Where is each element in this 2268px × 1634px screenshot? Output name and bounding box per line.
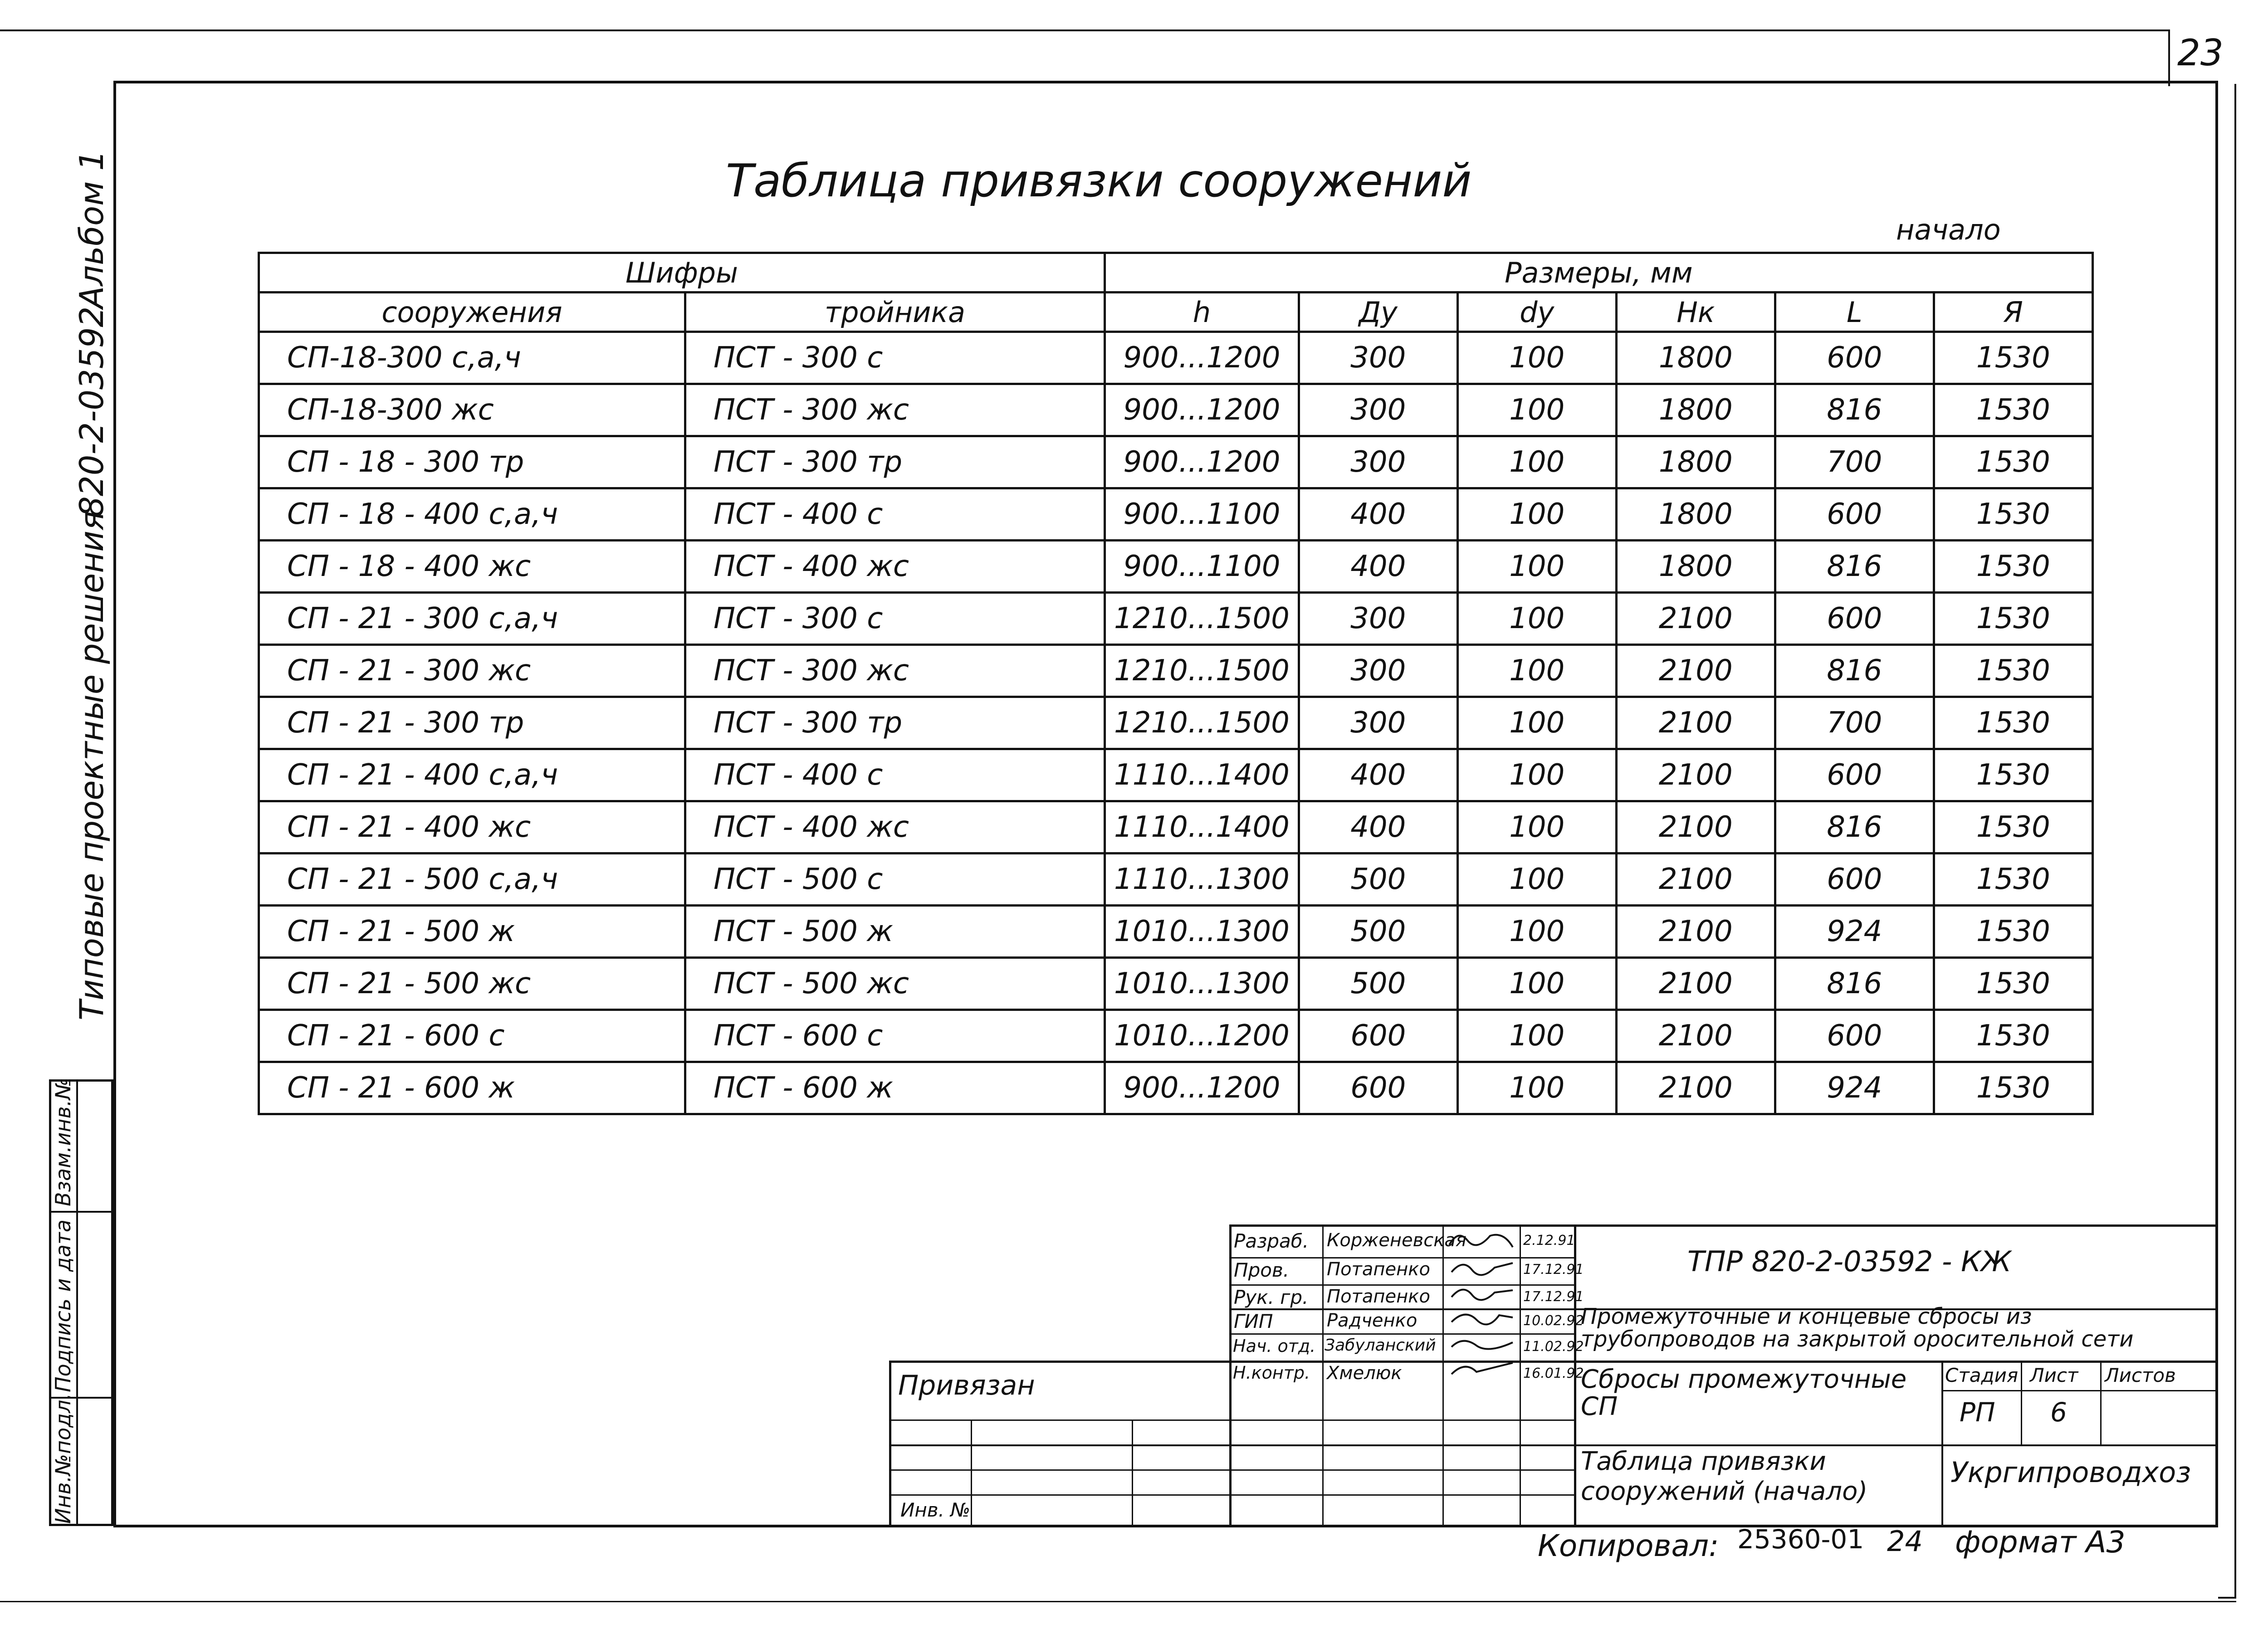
tee-code-cell: ПСТ - 500 ж xyxy=(685,906,1105,958)
size-cell: 1110...1400 xyxy=(1105,749,1299,801)
size-cell: 924 xyxy=(1775,906,1934,958)
size-cell: 1530 xyxy=(1934,854,2092,906)
size-cell: 2100 xyxy=(1616,593,1775,645)
structure-code-cell: СП - 21 - 300 с,а,ч xyxy=(259,593,685,645)
sig-date: 11.02.92 xyxy=(1523,1339,1584,1355)
handwritten-signatures xyxy=(1445,1227,1520,1385)
table-row xyxy=(259,488,2093,541)
binding-table xyxy=(258,252,2094,1115)
tee-code-cell: ПСТ - 600 ж xyxy=(685,1062,1105,1114)
size-cell: 400 xyxy=(1299,488,1457,541)
table-row xyxy=(259,436,2093,488)
sign-date-label: Подпись и дата xyxy=(51,1219,75,1392)
stage-label: Стадия xyxy=(1945,1364,2019,1386)
size-cell: 600 xyxy=(1299,1010,1457,1062)
column-header: сооружения xyxy=(259,293,685,332)
size-cell: 1530 xyxy=(1934,906,2092,958)
size-cell: 1530 xyxy=(1934,749,2092,801)
size-cell: 600 xyxy=(1775,1010,1934,1062)
sig-role: ГИП xyxy=(1234,1310,1273,1332)
structure-code-cell: СП - 21 - 400 с,а,ч xyxy=(259,749,685,801)
size-cell: 1210...1500 xyxy=(1105,593,1299,645)
paper-format: формат А3 xyxy=(1955,1525,2126,1560)
tee-code-cell: ПСТ - 300 с xyxy=(685,332,1105,384)
table-title: Таблица привязки сооружений xyxy=(726,154,1472,207)
column-header: Я xyxy=(1934,293,2092,332)
size-cell: 500 xyxy=(1299,854,1457,906)
tee-code-cell: ПСТ - 300 тр xyxy=(685,697,1105,749)
size-cell: 900...1200 xyxy=(1105,332,1299,384)
sig-role: Н.контр. xyxy=(1233,1363,1310,1383)
page-reference: 24 xyxy=(1887,1525,1923,1558)
size-cell: 700 xyxy=(1775,697,1934,749)
tee-code-cell: ПСТ - 400 жс xyxy=(685,801,1105,854)
sig-role: Пров. xyxy=(1234,1259,1290,1281)
bound-label: Привязан xyxy=(898,1370,1035,1401)
column-header: тройника xyxy=(685,293,1105,332)
doc-code: ТПР 820-2-03592 - КЖ xyxy=(1687,1245,2011,1278)
size-cell: 300 xyxy=(1299,436,1457,488)
size-cell: 1530 xyxy=(1934,1010,2092,1062)
size-cell: 300 xyxy=(1299,645,1457,697)
size-cell: 1530 xyxy=(1934,436,2092,488)
column-header: dy xyxy=(1457,293,1616,332)
side-stamp-line-1 xyxy=(49,1211,113,1213)
table-row xyxy=(259,697,2093,749)
side-album-label: Альбом 1 xyxy=(73,150,111,308)
table-row xyxy=(259,958,2093,1010)
side-series-label: Типовые проектные решения xyxy=(73,511,111,1020)
sig-name: Потапенко xyxy=(1327,1259,1430,1280)
size-cell: 2100 xyxy=(1616,906,1775,958)
sig-name: Хмелюк xyxy=(1327,1363,1402,1384)
column-header: Нк xyxy=(1616,293,1775,332)
sheet-label: Лист xyxy=(2030,1364,2078,1386)
table-row xyxy=(259,906,2093,958)
table-row xyxy=(259,541,2093,593)
size-cell: 900...1200 xyxy=(1105,436,1299,488)
size-cell: 100 xyxy=(1457,645,1616,697)
size-cell: 600 xyxy=(1775,593,1934,645)
size-cell: 2100 xyxy=(1616,854,1775,906)
tee-code-cell: ПСТ - 500 жс xyxy=(685,958,1105,1010)
structure-code-cell: СП - 21 - 500 жс xyxy=(259,958,685,1010)
tee-code-cell: ПСТ - 400 с xyxy=(685,488,1105,541)
bottom-trim-line xyxy=(0,1601,2236,1602)
table-row xyxy=(259,1010,2093,1062)
tee-code-cell: ПСТ - 500 с xyxy=(685,854,1105,906)
copied-label: Копировал: xyxy=(1538,1528,1719,1563)
size-cell: 500 xyxy=(1299,958,1457,1010)
size-cell: 816 xyxy=(1775,801,1934,854)
project-title: Промежуточные и концевые сбросы из трубопроводов на закрытой оросительной сети xyxy=(1581,1304,2134,1352)
size-cell: 900...1100 xyxy=(1105,488,1299,541)
sig-name: Корженевская xyxy=(1327,1230,1466,1251)
size-cell: 1110...1300 xyxy=(1105,854,1299,906)
size-cell: 1010...1200 xyxy=(1105,1010,1299,1062)
structure-code-cell: СП-18-300 жс xyxy=(259,384,685,436)
size-cell: 2100 xyxy=(1616,645,1775,697)
tee-code-cell: ПСТ - 400 с xyxy=(685,749,1105,801)
object-title: Сбросы промежуточные СП xyxy=(1581,1365,1907,1421)
size-cell: 100 xyxy=(1457,1062,1616,1114)
size-cell: 1800 xyxy=(1616,541,1775,593)
size-cell: 2100 xyxy=(1616,697,1775,749)
size-cell: 1530 xyxy=(1934,801,2092,854)
size-cell: 100 xyxy=(1457,854,1616,906)
column-header: Ду xyxy=(1299,293,1457,332)
tee-code-cell: ПСТ - 600 с xyxy=(685,1010,1105,1062)
size-cell: 100 xyxy=(1457,1010,1616,1062)
size-cell: 500 xyxy=(1299,906,1457,958)
size-cell: 300 xyxy=(1299,384,1457,436)
size-cell: 1010...1300 xyxy=(1105,958,1299,1010)
size-cell: 1530 xyxy=(1934,332,2092,384)
size-cell: 1530 xyxy=(1934,593,2092,645)
sizes-group-header: Размеры, мм xyxy=(1105,253,2093,293)
size-cell: 816 xyxy=(1775,541,1934,593)
sig-date: 2.12.91 xyxy=(1523,1233,1575,1249)
size-cell: 600 xyxy=(1775,749,1934,801)
size-cell: 1530 xyxy=(1934,541,2092,593)
size-cell: 816 xyxy=(1775,958,1934,1010)
size-cell: 1530 xyxy=(1934,1062,2092,1114)
sig-name: Радченко xyxy=(1327,1310,1418,1331)
sig-name: Потапенко xyxy=(1327,1286,1430,1307)
size-cell: 2100 xyxy=(1616,1010,1775,1062)
size-cell: 1800 xyxy=(1616,332,1775,384)
size-cell: 2100 xyxy=(1616,1062,1775,1114)
size-cell: 300 xyxy=(1299,697,1457,749)
tee-code-cell: ПСТ - 400 жс xyxy=(685,541,1105,593)
size-cell: 100 xyxy=(1457,593,1616,645)
size-cell: 816 xyxy=(1775,645,1934,697)
size-cell: 100 xyxy=(1457,697,1616,749)
structure-code-cell: СП - 18 - 300 тр xyxy=(259,436,685,488)
size-cell: 1530 xyxy=(1934,958,2092,1010)
table-row xyxy=(259,384,2093,436)
inv-label: Инв. № xyxy=(900,1499,971,1521)
size-cell: 400 xyxy=(1299,801,1457,854)
size-cell: 2100 xyxy=(1616,958,1775,1010)
outer-trim-frame xyxy=(2218,84,2236,1599)
sig-date: 17.12.91 xyxy=(1523,1262,1584,1278)
size-cell: 1530 xyxy=(1934,488,2092,541)
page-number-box-left xyxy=(2168,29,2170,86)
size-cell: 2100 xyxy=(1616,801,1775,854)
size-cell: 1800 xyxy=(1616,488,1775,541)
size-cell: 1530 xyxy=(1934,697,2092,749)
structure-code-cell: СП - 21 - 300 тр xyxy=(259,697,685,749)
size-cell: 100 xyxy=(1457,332,1616,384)
column-header: h xyxy=(1105,293,1299,332)
size-cell: 900...1100 xyxy=(1105,541,1299,593)
column-header: L xyxy=(1775,293,1934,332)
size-cell: 600 xyxy=(1299,1062,1457,1114)
page-number: 23 xyxy=(2177,32,2224,74)
size-cell: 100 xyxy=(1457,958,1616,1010)
tee-code-cell: ПСТ - 300 жс xyxy=(685,384,1105,436)
sheet-value: 6 xyxy=(2050,1397,2067,1428)
size-cell: 600 xyxy=(1775,332,1934,384)
table-row xyxy=(259,749,2093,801)
sig-date: 10.02.92 xyxy=(1523,1313,1584,1329)
size-cell: 400 xyxy=(1299,749,1457,801)
replace-inv-label: Взам.инв.№ xyxy=(51,1078,75,1206)
size-cell: 1800 xyxy=(1616,436,1775,488)
inv-orig-label: Инв.№подл. xyxy=(51,1393,75,1524)
size-cell: 1110...1400 xyxy=(1105,801,1299,854)
sig-date: 17.12.91 xyxy=(1523,1289,1584,1305)
size-cell: 400 xyxy=(1299,541,1457,593)
size-cell: 100 xyxy=(1457,801,1616,854)
structure-code-cell: СП - 21 - 400 жс xyxy=(259,801,685,854)
structure-code-cell: СП - 21 - 500 с,а,ч xyxy=(259,854,685,906)
size-cell: 100 xyxy=(1457,384,1616,436)
table-row xyxy=(259,801,2093,854)
sig-role: Разраб. xyxy=(1234,1230,1309,1252)
table-row xyxy=(259,332,2093,384)
size-cell: 100 xyxy=(1457,488,1616,541)
structure-code-cell: СП-18-300 с,а,ч xyxy=(259,332,685,384)
table-group-header-row xyxy=(259,253,2093,293)
size-cell: 1530 xyxy=(1934,645,2092,697)
sig-date: 16.01.92 xyxy=(1523,1366,1584,1381)
sheet-title: Таблица привязки сооружений (начало) xyxy=(1581,1447,1868,1506)
table-row xyxy=(259,593,2093,645)
stage-value: РП xyxy=(1960,1397,1995,1428)
size-cell: 1210...1500 xyxy=(1105,697,1299,749)
size-cell: 900...1200 xyxy=(1105,1062,1299,1114)
codes-group-header: Шифры xyxy=(259,253,1105,293)
size-cell: 100 xyxy=(1457,749,1616,801)
top-trim-line xyxy=(0,29,2168,31)
structure-code-cell: СП - 21 - 600 с xyxy=(259,1010,685,1062)
size-cell: 100 xyxy=(1457,541,1616,593)
sig-role: Нач. отд. xyxy=(1233,1336,1316,1356)
size-cell: 816 xyxy=(1775,384,1934,436)
size-cell: 600 xyxy=(1775,854,1934,906)
sheets-label: Листов xyxy=(2105,1364,2176,1386)
size-cell: 900...1200 xyxy=(1105,384,1299,436)
size-cell: 100 xyxy=(1457,436,1616,488)
tee-code-cell: ПСТ - 300 с xyxy=(685,593,1105,645)
size-cell: 1210...1500 xyxy=(1105,645,1299,697)
size-cell: 924 xyxy=(1775,1062,1934,1114)
size-cell: 700 xyxy=(1775,436,1934,488)
size-cell: 1530 xyxy=(1934,384,2092,436)
size-cell: 300 xyxy=(1299,332,1457,384)
structure-code-cell: СП - 18 - 400 с,а,ч xyxy=(259,488,685,541)
size-cell: 1010...1300 xyxy=(1105,906,1299,958)
table-note: начало xyxy=(1896,213,2001,246)
structure-code-cell: СП - 21 - 300 жс xyxy=(259,645,685,697)
structure-code-cell: СП - 18 - 400 жс xyxy=(259,541,685,593)
table-body xyxy=(259,332,2093,1114)
size-cell: 2100 xyxy=(1616,749,1775,801)
table-column-header-row xyxy=(259,293,2093,332)
table-row xyxy=(259,645,2093,697)
structure-code-cell: СП - 21 - 600 ж xyxy=(259,1062,685,1114)
tee-code-cell: ПСТ - 300 тр xyxy=(685,436,1105,488)
sig-name: Забуланский xyxy=(1325,1336,1436,1355)
side-code-label: 820-2-03592 xyxy=(73,306,111,517)
size-cell: 100 xyxy=(1457,906,1616,958)
size-cell: 300 xyxy=(1299,593,1457,645)
order-number: 25360-01 xyxy=(1737,1524,1864,1555)
table-row xyxy=(259,854,2093,906)
sig-role: Рук. гр. xyxy=(1234,1286,1309,1308)
organization: Укргипроводхоз xyxy=(1950,1456,2191,1489)
side-stamp-divider xyxy=(76,1079,78,1526)
size-cell: 600 xyxy=(1775,488,1934,541)
size-cell: 1800 xyxy=(1616,384,1775,436)
table-row xyxy=(259,1062,2093,1114)
structure-code-cell: СП - 21 - 500 ж xyxy=(259,906,685,958)
tee-code-cell: ПСТ - 300 жс xyxy=(685,645,1105,697)
